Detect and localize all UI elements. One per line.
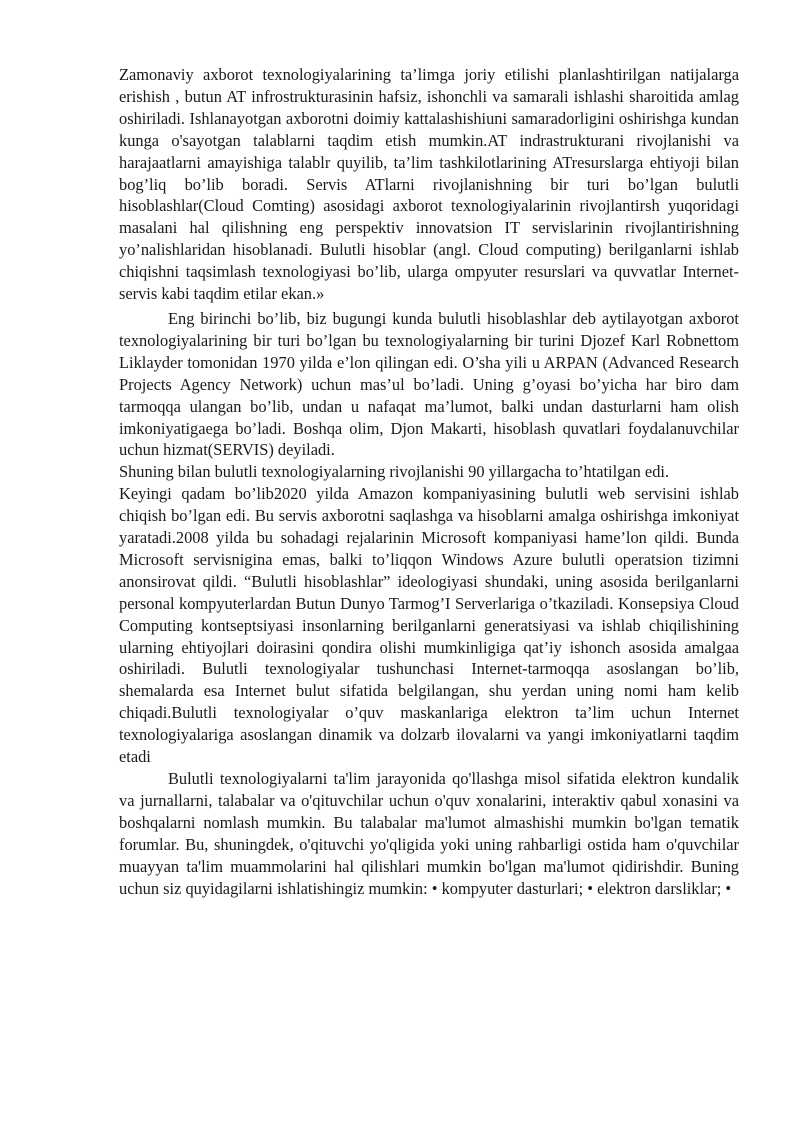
paragraph-nineties: Shuning bilan bulutli texnologiyalarning rivojlanishi 90 yillargacha to’htatilgan edi. [119, 462, 670, 482]
paragraph-history: Eng birinchi bo’lib, biz bugungi kunda bulutli hisoblashlar deb aytilayotgan axborot texnologiyalarining bir turi bo’lgan bu texnologiyalarning bir turini Djozef Karl Robnettom Liklayder tomonidan 1970 yilda e’lon qilingan edi. O’sha yili u ARPAN (Advanced Research Projects Agency Network) uchun mas’ul bo’ladi. Uning g’oyasi bo’yicha har biro dam tarmoqqa ulangan bo’lib, undan u nafaqat ma’lumot, balki undan dasturlarni ham olish imkoniyatigaega bo’ladi. Boshqa olim, Djon Makarti, hisoblash quvatlari foydalanuvchilar uchun hizmat(SERVIS) deyiladi. [119, 308, 739, 460]
paragraph-amazon-microsoft: Keyingi qadam bo’lib2020 yilda Amazon kompaniyasining bulutli web servisini ishlab chiqish bo’lgan edi. Bu servis axborotni saqlashga va hisoblarni amalga oshirishga imkoniyat yaratadi.2008 yilda bu sohadagi rejalarinin Microsoft kompaniyasi hame’lon qildi. Bunda Microsoft servisnigina emas, balki to’liqqon Windows Azure bulutli operatsion tizimni anonsirovat qildi. “Bulutli hisoblashlar” ideologiyasi shundaki, uning asosida berilganlarni personal kompyuterlardan Butun Dunyo Tarmog’I Serverlariga o’tkaziladi. Konsepsiya Cloud Computing kontseptsiyasi insonlarning berilganlarni generatsiyasi va ishlab chiqilishining ularning ehtiyojlari doirasini qondira olishi mumkinligiga qat’iy ishonch asosida amalgaa oshiriladi. Bulutli texnologiyalar tushunchasi Internet-tarmoqqa asoslangan bo’lib, shemalarda esa Internet bulut sifatida belgilangan, shu yerdan uning nomi ham kelib chiqadi.Bulutli texnologiyalar o’quv maskanlariga elektron ta’lim uchun Internet texnologiyalariga asoslangan dinamik va dolzarb ilovalarni va yangi imkoniyatlarni taqdim etadi [119, 484, 739, 767]
document-page [119, 64, 739, 899]
paragraph-education-examples: Bulutli texnologiyalarni ta'lim jarayonida qo'llashga misol sifatida elektron kundalik va jurnallarni, talabalar va o'qituvchilar uchun o'quv xonalarini, interaktiv qabul xonasini va boshqalarni nomlash mumkin. Bu talabalar ma'lumot almashishi mumkin bo'lgan tematik forumlar. Bu, shuningdek, o'qituvchi yo'qligida yoki uning rahbarligi ostida ham o'quvchilar muayyan ta'lim muammolarini hal qilishlari mumkin bo'lgan ma'lumot qidirishdir. Buning uchun siz quyidagilarni ishlatishingiz mumkin: • kompyuter dasturlari; • elektron darsliklar; • [119, 769, 739, 898]
paragraph-intro: Zamonaviy axborot texnologiyalarining ta’limga joriy etilishi planlashtirilgan natijalarga erishish , butun AT infrostrukturasinin hafsiz, ishonchli va samarali ishlashi sharoitida amlag oshiriladi. Ishlanayotgan axborotni doimiy kattalashishiuni samaradorligini oshirishga kundan kunga o'sayotgan talablarni taqdim etish mumkin.AT indrastrukturani rivojlanishi va harajaatlarni amayishiga talablr quyilib, ta’lim tashkilotlarining ATresurslarga ehtiyoji bilan bog’liq bo’lib boradi. Servis ATlarni rivojlanishning bir turi bo’lgan bulutli hisoblashlar(Cloud Comting) asosidagi axborot texnologiyalarinin rivojlantirsh yuqoridagi masalani hal qilishning eng perspektiv innovatsion IT servislarinin rivojlantirishning yo’nalishlaridan hisoblanadi. Bulutli hisoblar (angl. Cloud computing) berilganlarni ishlab chiqishni taqsimlash texnologiyasi bo’lib, ularga ompyuter resurslari va quvvatlar Internet-servis kabi taqdim etilar ekan.» [119, 65, 739, 304]
